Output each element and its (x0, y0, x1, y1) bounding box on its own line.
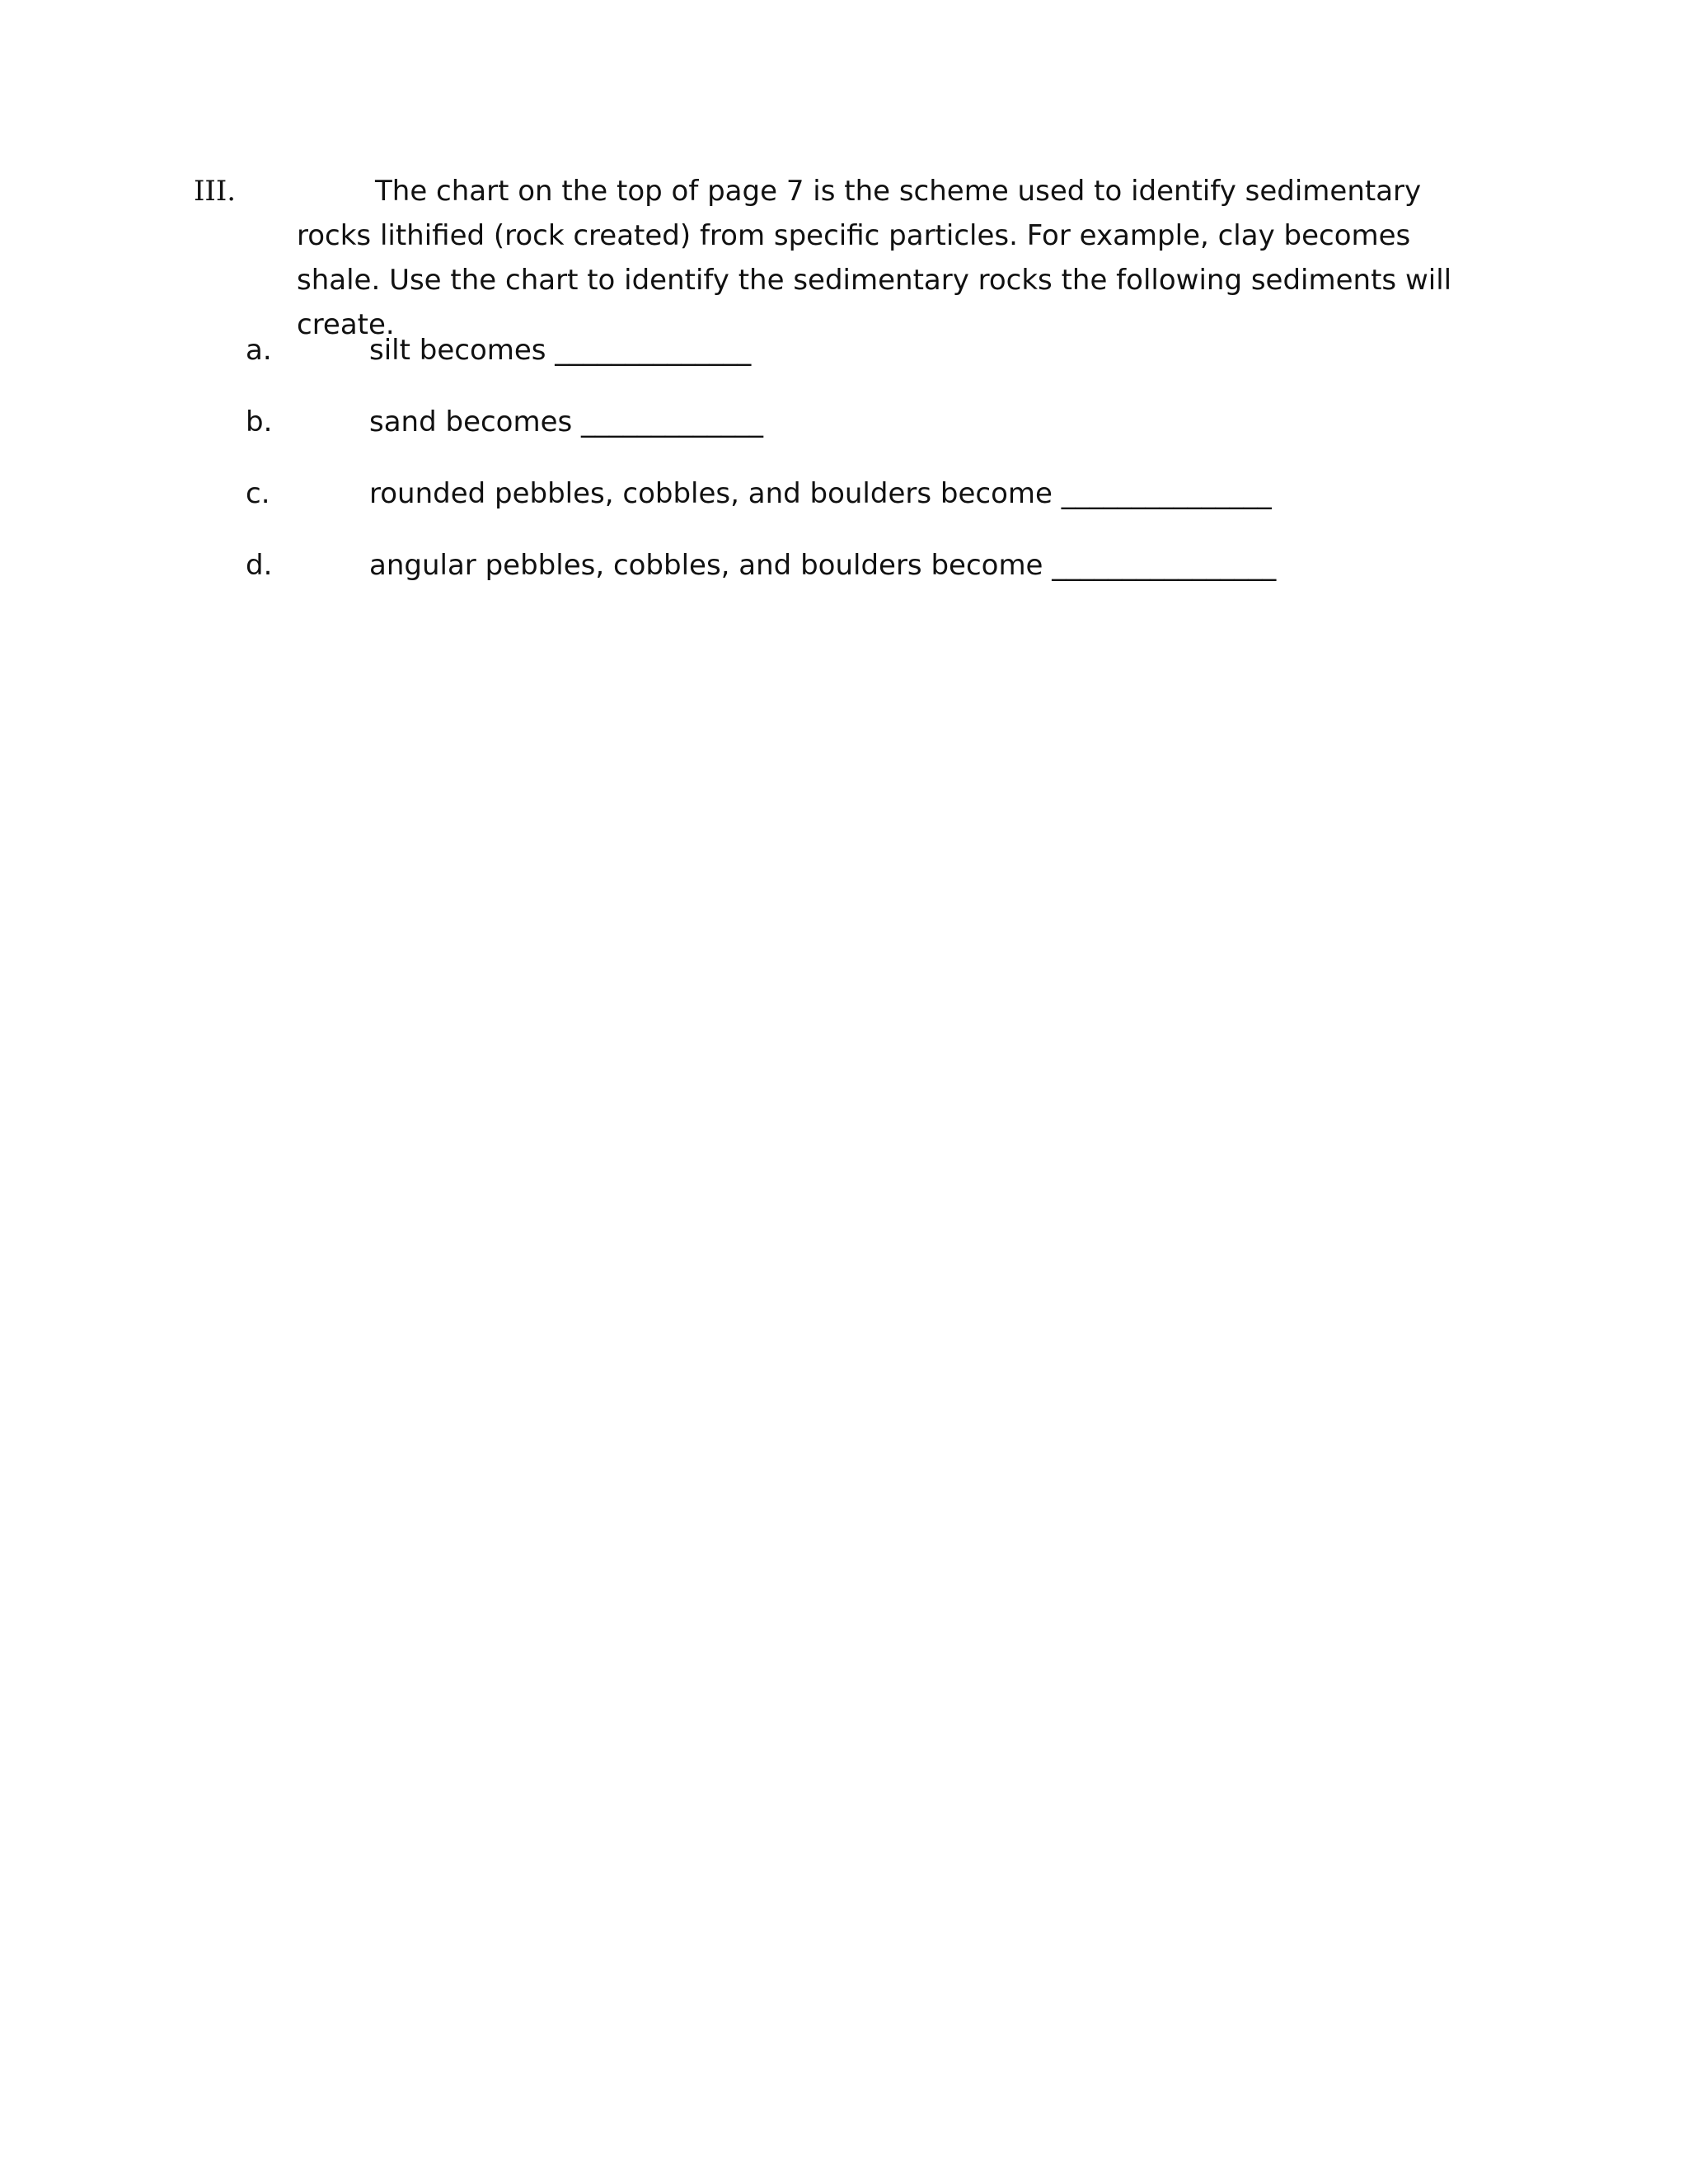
question-letter: b. (246, 405, 273, 438)
question-item (246, 400, 1482, 471)
question-text: sand becomes _____________ (369, 405, 764, 438)
question-text: silt becomes ______________ (369, 334, 752, 367)
question-text: rounded pebbles, cobbles, and boulders become _______________ (369, 477, 1272, 510)
question-text: angular pebbles, cobbles, and boulders become ________________ (369, 549, 1277, 582)
question-item (246, 543, 1482, 615)
question-item (246, 471, 1482, 543)
section-numeral: III. (194, 175, 237, 208)
question-letter: c. (246, 477, 270, 510)
question-letter: a. (246, 334, 272, 367)
question-list (246, 328, 1482, 615)
question-item (246, 328, 1482, 400)
section-instructions: The chart on the top of page 7 is the scheme used to identify sedimentary rocks lithified (rock created) from specific particles. For example, clay becomes shale. Use the chart to identify the sedimentary rocks the following sediments will create. (297, 175, 1452, 341)
question-letter: d. (246, 549, 273, 582)
